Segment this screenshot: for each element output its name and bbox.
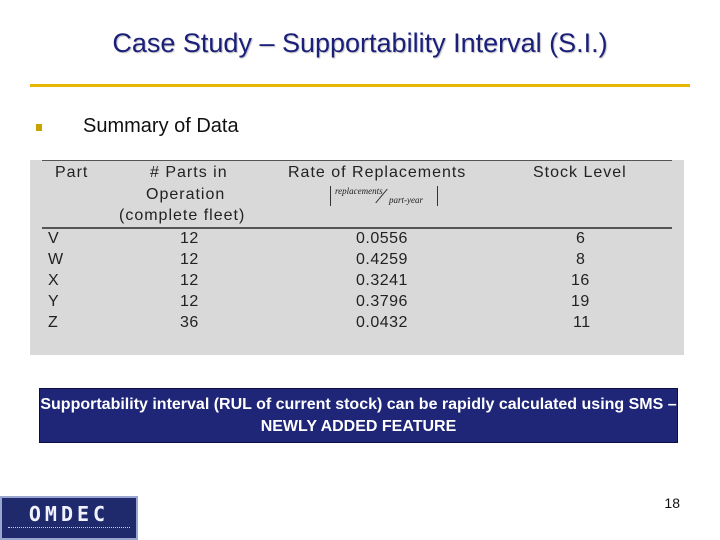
rate-unit-numerator: replacements	[335, 186, 383, 196]
cell-part: Y	[48, 293, 60, 310]
header-parts-line2: Operation	[146, 186, 226, 203]
callout-box: Supportability interval (RUL of current stock) can be rapidly calculated using SMS – NEWLY ADDED FEATURE	[39, 388, 678, 443]
cell-stock: 19	[571, 293, 590, 310]
cell-rate: 0.0432	[356, 314, 408, 331]
cell-stock: 6	[576, 230, 586, 247]
header-parts-line3: (complete fleet)	[119, 207, 246, 224]
cell-parts: 12	[180, 272, 199, 289]
omdec-logo	[0, 496, 138, 540]
header-parts-line1: # Parts in	[150, 164, 228, 181]
cell-rate: 0.0556	[356, 230, 408, 247]
title-divider	[30, 84, 690, 87]
cell-parts: 12	[180, 251, 199, 268]
square-bullet-icon	[36, 124, 42, 131]
cell-parts: 12	[180, 230, 199, 247]
rate-units-bracket	[330, 186, 438, 206]
cell-stock: 8	[576, 251, 586, 268]
bullet-summary-of-data: Summary of Data	[83, 115, 239, 137]
cell-part: V	[48, 230, 60, 247]
cell-rate: 0.3796	[356, 293, 408, 310]
header-part: Part	[55, 164, 89, 181]
header-rate: Rate of Replacements	[288, 164, 467, 181]
logo-wordmark: OMDEC	[28, 502, 110, 526]
table-top-rule	[42, 160, 672, 161]
cell-part: Z	[48, 314, 59, 331]
logo-tagline-strip	[8, 527, 130, 531]
cell-parts: 36	[180, 314, 199, 331]
cell-stock: 11	[573, 314, 591, 331]
cell-part: W	[48, 251, 64, 268]
page-number: 18	[664, 495, 680, 511]
cell-part: X	[48, 272, 60, 289]
cell-rate: 0.4259	[356, 251, 408, 268]
rate-unit-denominator: part-year	[389, 195, 423, 205]
slide-title: Case Study – Supportability Interval (S.I.)	[112, 28, 608, 58]
cell-stock: 16	[571, 272, 590, 289]
cell-rate: 0.3241	[356, 272, 408, 289]
cell-parts: 12	[180, 293, 199, 310]
header-stock: Stock Level	[533, 164, 627, 181]
